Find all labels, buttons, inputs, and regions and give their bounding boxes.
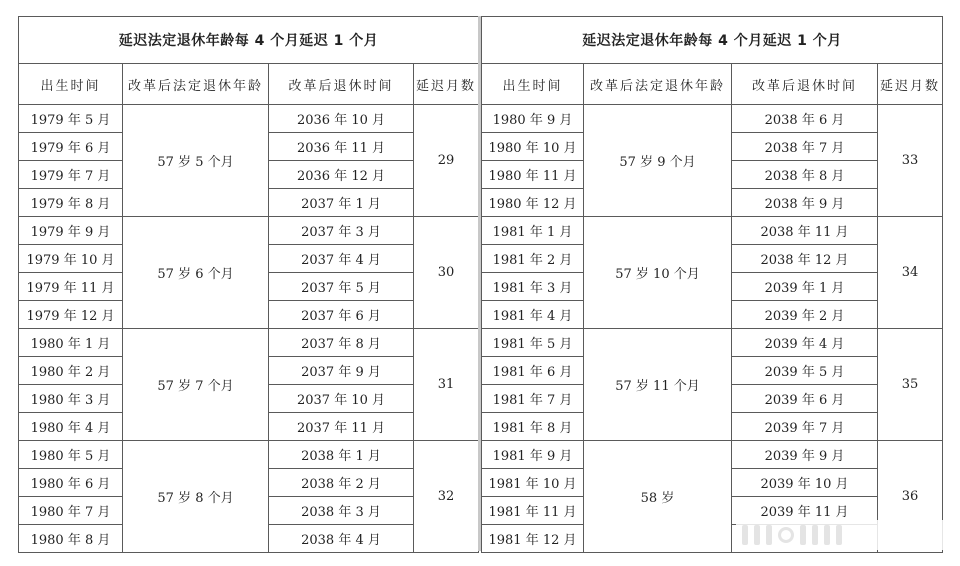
- retirement-time-cell: 2037 年 1 月: [269, 189, 414, 217]
- table-row: [482, 441, 943, 469]
- retirement-age-cell: 57 岁 7 个月: [123, 329, 269, 441]
- left-header-birth: 出生时间: [19, 64, 123, 105]
- retirement-time-cell: 2037 年 10 月: [269, 385, 414, 413]
- delay-months-cell: 33: [878, 105, 943, 217]
- watermark-bar-icon: [766, 525, 772, 545]
- retirement-time-cell: 2037 年 6 月: [269, 301, 414, 329]
- retirement-time-cell: 2038 年 3 月: [269, 497, 414, 525]
- watermark-bar-icon: [812, 525, 818, 545]
- right-header-row: [482, 64, 943, 105]
- left-header-row: [19, 64, 479, 105]
- birth-cell: 1981 年 11 月: [482, 497, 584, 525]
- birth-cell: 1980 年 4 月: [19, 413, 123, 441]
- birth-cell: 1981 年 8 月: [482, 413, 584, 441]
- table-row: [19, 441, 479, 469]
- table-row: [19, 105, 479, 133]
- retirement-time-cell: 2039 年 1 月: [732, 273, 878, 301]
- retirement-time-cell: 2036 年 11 月: [269, 133, 414, 161]
- right-header-retire: 改革后退休时间: [732, 64, 878, 105]
- birth-cell: 1980 年 3 月: [19, 385, 123, 413]
- birth-cell: 1980 年 8 月: [19, 525, 123, 553]
- retirement-age-cell: 57 岁 5 个月: [123, 105, 269, 217]
- birth-cell: 1980 年 7 月: [19, 497, 123, 525]
- retirement-time-cell: 2039 年 6 月: [732, 385, 878, 413]
- retirement-time-cell: 2039 年 7 月: [732, 413, 878, 441]
- birth-cell: 1979 年 7 月: [19, 161, 123, 189]
- birth-cell: 1981 年 9 月: [482, 441, 584, 469]
- left-header-retire: 改革后退休时间: [269, 64, 414, 105]
- table-row: [482, 329, 943, 357]
- retirement-time-cell: 2038 年 8 月: [732, 161, 878, 189]
- birth-cell: 1979 年 5 月: [19, 105, 123, 133]
- retirement-age-cell: 57 岁 6 个月: [123, 217, 269, 329]
- retirement-time-cell: 2037 年 11 月: [269, 413, 414, 441]
- retirement-time-cell: 2037 年 9 月: [269, 357, 414, 385]
- right-table-body: [482, 105, 943, 553]
- birth-cell: 1981 年 6 月: [482, 357, 584, 385]
- retirement-age-cell: 57 岁 9 个月: [584, 105, 732, 217]
- birth-cell: 1979 年 6 月: [19, 133, 123, 161]
- birth-cell: 1980 年 9 月: [482, 105, 584, 133]
- birth-cell: 1981 年 3 月: [482, 273, 584, 301]
- delay-months-cell: 30: [414, 217, 479, 329]
- retirement-time-cell: 2038 年 4 月: [269, 525, 414, 553]
- birth-cell: 1981 年 5 月: [482, 329, 584, 357]
- retirement-age-cell: 57 岁 10 个月: [584, 217, 732, 329]
- birth-cell: 1980 年 12 月: [482, 189, 584, 217]
- retirement-time-cell: 2038 年 12 月: [732, 245, 878, 273]
- right-title-row: [482, 17, 943, 64]
- delay-months-cell: 36: [878, 441, 943, 553]
- birth-cell: 1981 年 4 月: [482, 301, 584, 329]
- retirement-time-cell: 2038 年 7 月: [732, 133, 878, 161]
- left-table-title: 延迟法定退休年龄每 4 个月延迟 1 个月: [19, 17, 479, 64]
- delay-months-cell: 32: [414, 441, 479, 553]
- birth-cell: 1980 年 1 月: [19, 329, 123, 357]
- retirement-time-cell: 2037 年 3 月: [269, 217, 414, 245]
- left-title-row: [19, 17, 479, 64]
- retirement-age-cell: 57 岁 11 个月: [584, 329, 732, 441]
- right-header-age: 改革后法定退休年龄: [584, 64, 732, 105]
- delay-months-cell: 34: [878, 217, 943, 329]
- delay-months-cell: 31: [414, 329, 479, 441]
- retirement-time-cell: 2038 年 11 月: [732, 217, 878, 245]
- watermark-circle-icon: [778, 527, 794, 543]
- retirement-time-cell: 2039 年 4 月: [732, 329, 878, 357]
- birth-cell: 1979 年 11 月: [19, 273, 123, 301]
- birth-cell: 1980 年 6 月: [19, 469, 123, 497]
- retirement-time-cell: 2039 年 2 月: [732, 301, 878, 329]
- watermark-bar-icon: [824, 525, 830, 545]
- right-header-birth: 出生时间: [482, 64, 584, 105]
- retirement-time-cell: 2039 年 5 月: [732, 357, 878, 385]
- retirement-time-cell: 2036 年 12 月: [269, 161, 414, 189]
- birth-cell: 1981 年 10 月: [482, 469, 584, 497]
- left-header-delay: 延迟月数: [414, 64, 479, 105]
- left-table-body: [19, 105, 479, 553]
- delay-months-cell: 35: [878, 329, 943, 441]
- retirement-age-cell: 57 岁 8 个月: [123, 441, 269, 553]
- left-table: [18, 16, 479, 553]
- birth-cell: 1981 年 12 月: [482, 525, 584, 553]
- retirement-time-cell: 2038 年 9 月: [732, 189, 878, 217]
- retirement-time-cell: 2039 年 11 月: [732, 497, 878, 525]
- birth-cell: 1979 年 9 月: [19, 217, 123, 245]
- birth-cell: 1980 年 2 月: [19, 357, 123, 385]
- birth-cell: 1980 年 11 月: [482, 161, 584, 189]
- birth-cell: 1980 年 10 月: [482, 133, 584, 161]
- retirement-age-cell: 58 岁: [584, 441, 732, 553]
- watermark-bar-icon: [742, 525, 748, 545]
- table-row: [482, 105, 943, 133]
- right-table: [481, 16, 943, 553]
- right-header-delay: 延迟月数: [878, 64, 943, 105]
- retirement-time-cell: 2037 年 5 月: [269, 273, 414, 301]
- right-table-title: 延迟法定退休年龄每 4 个月延迟 1 个月: [482, 17, 943, 64]
- watermark-bar-icon: [836, 525, 842, 545]
- table-row: [482, 217, 943, 245]
- table-row: [19, 329, 479, 357]
- retirement-time-cell: 2038 年 2 月: [269, 469, 414, 497]
- watermark-bar-icon: [800, 525, 806, 545]
- delay-months-cell: 29: [414, 105, 479, 217]
- retirement-time-cell: 2038 年 1 月: [269, 441, 414, 469]
- retirement-time-cell: 2038 年 6 月: [732, 105, 878, 133]
- left-header-age: 改革后法定退休年龄: [123, 64, 269, 105]
- birth-cell: 1979 年 10 月: [19, 245, 123, 273]
- retirement-time-cell: 2039 年 9 月: [732, 441, 878, 469]
- retirement-time-cell: 2039 年 10 月: [732, 469, 878, 497]
- birth-cell: 1981 年 1 月: [482, 217, 584, 245]
- watermark-bar-icon: [754, 525, 760, 545]
- birth-cell: 1979 年 12 月: [19, 301, 123, 329]
- birth-cell: 1981 年 2 月: [482, 245, 584, 273]
- birth-cell: 1980 年 5 月: [19, 441, 123, 469]
- retirement-time-cell: 2036 年 10 月: [269, 105, 414, 133]
- table-row: [19, 217, 479, 245]
- retirement-time-cell: 2037 年 4 月: [269, 245, 414, 273]
- birth-cell: 1981 年 7 月: [482, 385, 584, 413]
- retirement-time-cell: 2037 年 8 月: [269, 329, 414, 357]
- watermark: [736, 520, 946, 550]
- birth-cell: 1979 年 8 月: [19, 189, 123, 217]
